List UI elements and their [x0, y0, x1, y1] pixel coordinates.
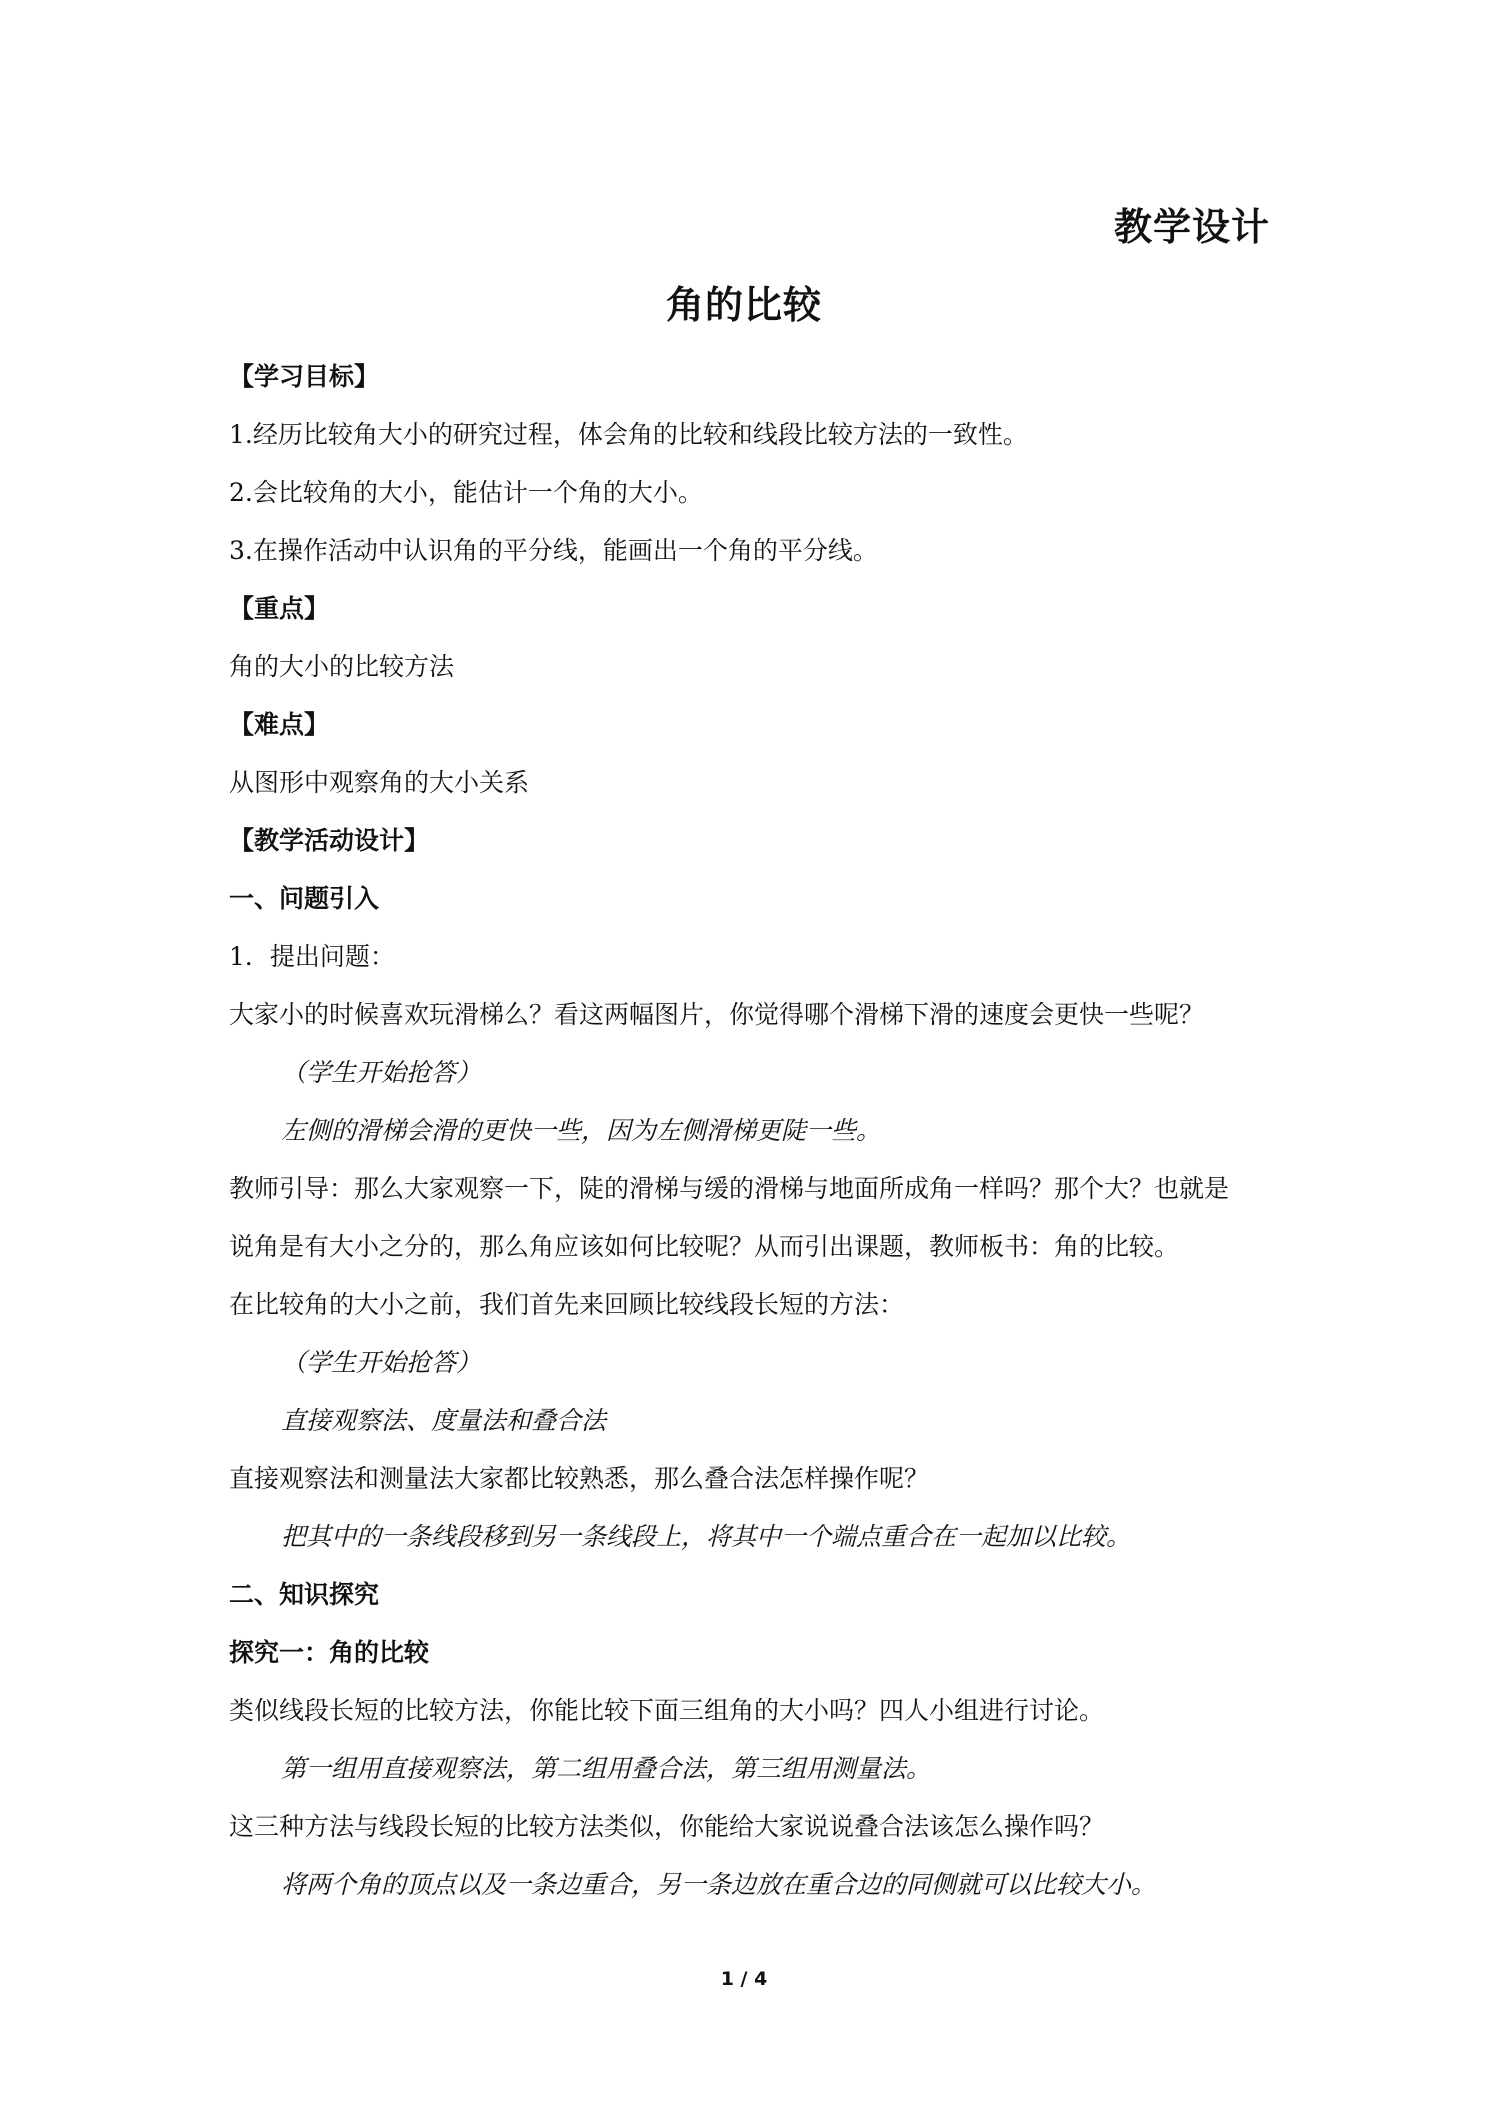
body-text-line: 这三种方法与线段长短的比较方法类似，你能给大家说说叠合法该怎么操作吗？ — [229, 1812, 1105, 1841]
document-body — [229, 348, 1269, 1914]
body-text-line: 从图形中观察角的大小关系 — [229, 768, 530, 797]
section-heading: 【学习目标】 — [229, 362, 380, 391]
page-title: 角的比较 — [665, 283, 822, 327]
section-heading: 探究一：角的比较 — [229, 1638, 430, 1667]
section-heading: 一、问题引入 — [229, 884, 380, 913]
section-heading: 【重点】 — [229, 594, 330, 623]
section-heading: 【教学活动设计】 — [229, 826, 430, 855]
body-text-line: 2.会比较角的大小，能估计一个角的大小。 — [229, 478, 703, 507]
body-text-line: 3.在操作活动中认识角的平分线，能画出一个角的平分线。 — [229, 536, 878, 565]
page-number: 1 / 4 — [720, 1968, 768, 1990]
body-text-line: 直接观察法和测量法大家都比较熟悉，那么叠合法怎样操作呢？ — [229, 1464, 930, 1493]
body-text-line: 教师引导：那么大家观察一下，陡的滑梯与缓的滑梯与地面所成角一样吗？那个大？也就是 — [229, 1174, 1230, 1203]
student-response-line: 第一组用直接观察法，第二组用叠合法，第三组用测量法。 — [281, 1754, 932, 1783]
student-response-line: 把其中的一条线段移到另一条线段上，将其中一个端点重合在一起加以比较。 — [281, 1522, 1132, 1551]
body-text-line: 大家小的时候喜欢玩滑梯么？看这两幅图片，你觉得哪个滑梯下滑的速度会更快一些呢？ — [229, 1000, 1205, 1029]
section-heading: 【难点】 — [229, 710, 330, 739]
document-type-label: 教学设计 — [1113, 205, 1270, 249]
body-text-line: 角的大小的比较方法 — [229, 652, 455, 681]
body-text-line: 说角是有大小之分的，那么角应该如何比较呢？从而引出课题，教师板书：角的比较。 — [229, 1232, 1180, 1261]
student-response-line: （学生开始抢答） — [281, 1058, 482, 1087]
student-response-line: 左侧的滑梯会滑的更快一些，因为左侧滑梯更陡一些。 — [281, 1116, 882, 1145]
section-heading: 二、知识探究 — [229, 1580, 380, 1609]
student-response-line: 将两个角的顶点以及一条边重合，另一条边放在重合边的同侧就可以比较大小。 — [281, 1870, 1157, 1899]
body-text-line: 1．提出问题： — [229, 942, 395, 971]
body-text-line: 1.经历比较角大小的研究过程，体会角的比较和线段比较方法的一致性。 — [229, 420, 1028, 449]
student-response-line: 直接观察法、度量法和叠合法 — [281, 1406, 607, 1435]
student-response-line: （学生开始抢答） — [281, 1348, 482, 1377]
body-text-line: 类似线段长短的比较方法，你能比较下面三组角的大小吗？四人小组进行讨论。 — [229, 1696, 1105, 1725]
body-text-line: 在比较角的大小之前，我们首先来回顾比较线段长短的方法： — [229, 1290, 905, 1319]
